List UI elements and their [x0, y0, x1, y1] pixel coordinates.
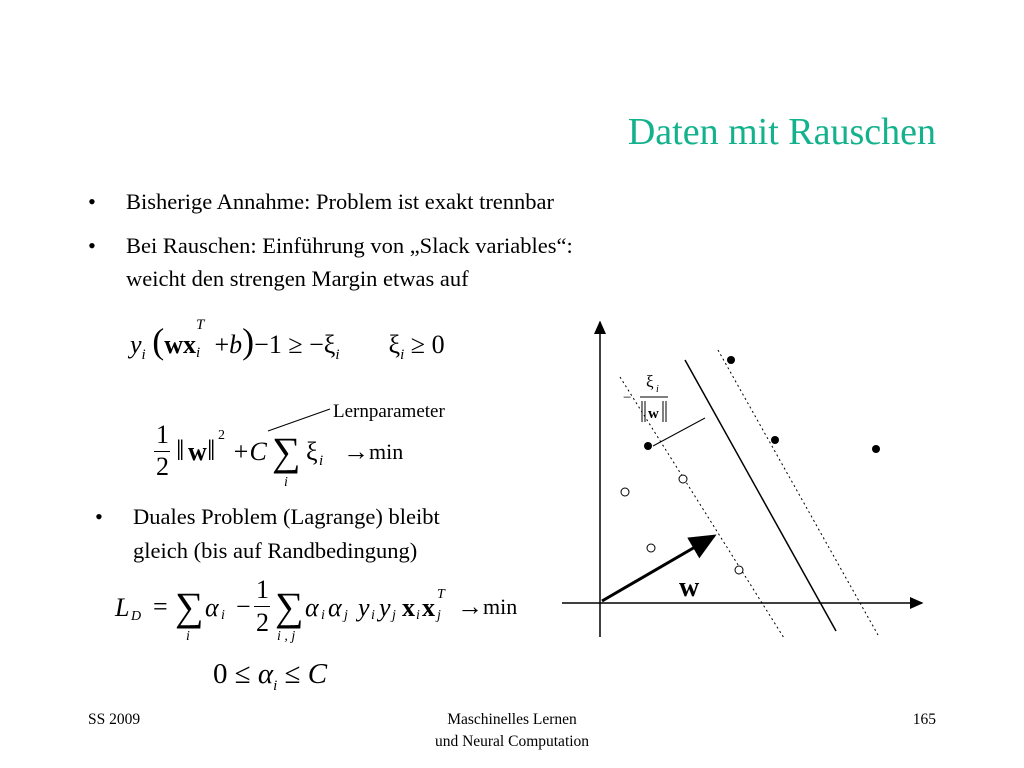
- eq1-w: w: [164, 330, 183, 359]
- point-filled: [727, 356, 735, 364]
- eq2-xi: ξ: [306, 437, 318, 466]
- bullet-2-symbol: •: [88, 233, 96, 258]
- bullet-1-symbol: •: [88, 189, 96, 214]
- eq2-one: 1: [156, 420, 169, 449]
- eq2-min: min: [369, 439, 404, 464]
- bullet-3-line-2: gleich (bis auf Randbedingung): [133, 538, 418, 563]
- eq3-min: min: [483, 594, 518, 619]
- eq1-x: x: [183, 330, 196, 359]
- eq3-alpha-1-i: i: [221, 608, 225, 623]
- point-hollow: [735, 566, 743, 574]
- separating-hyperplane: [685, 360, 836, 631]
- slack-line: [653, 418, 705, 446]
- slack-xi-sub: i: [656, 384, 659, 395]
- eq1-geq0: ≥ 0: [410, 330, 445, 359]
- eq2-arrow: →: [343, 437, 369, 466]
- slack-norm-w: w: [648, 406, 659, 422]
- eq3-sum-1-i: i: [186, 629, 190, 644]
- eq2-plusC: +C: [232, 437, 267, 466]
- eq3-sum-1: ∑: [175, 584, 204, 629]
- eq4-C: C: [307, 658, 328, 690]
- eq1-sup-T: T: [196, 317, 205, 333]
- footer-course-line-1: Maschinelles Lernen: [447, 711, 577, 728]
- eq1-xi: ξ: [388, 330, 401, 359]
- point-hollow: [621, 488, 629, 496]
- eq2-sq: 2: [218, 428, 225, 443]
- annotation-lernparameter: Lernparameter: [333, 401, 445, 422]
- slide-title: Daten mit Rauschen: [627, 111, 936, 153]
- eq1-sub-i-3: i: [335, 347, 340, 364]
- footer-semester: SS 2009: [88, 711, 141, 728]
- eq3-y-i: y: [358, 593, 370, 622]
- eq3-x-j-sup: T: [437, 587, 445, 602]
- eq3-sum-2: ∑: [275, 584, 304, 629]
- bullet-2-line-1: Bei Rauschen: Einführung von „Slack variables“:: [126, 233, 573, 258]
- point-filled: [644, 442, 652, 450]
- slack-minus: −: [623, 390, 632, 406]
- bullet-1-line-1: Bisherige Annahme: Problem ist exakt trennbar: [126, 189, 555, 214]
- eq3-arrow: →: [457, 592, 483, 621]
- eq2-sum-i: i: [284, 475, 288, 490]
- equation-constraint: $y_i$ (wx T i $+b)-1 \ge -\xi_i$ $\xi_i \ge 0$: [130, 317, 445, 364]
- eq3-L: L: [115, 593, 130, 622]
- eq3-alpha-j: α: [328, 593, 342, 622]
- eq1-rest: −1 ≥ −ξ: [254, 330, 336, 359]
- eq4-leq-2: ≤: [284, 658, 301, 690]
- eq1-y: y: [130, 330, 142, 359]
- slack-xi: ξ: [646, 372, 654, 391]
- point-hollow: [647, 544, 655, 552]
- eq3-alpha-i-sub: i: [321, 608, 325, 623]
- eq3-y-j: y: [379, 593, 391, 622]
- eq4-alpha: α: [257, 658, 274, 690]
- eq1-plus: +: [214, 330, 230, 359]
- footer-course-line-2: und Neural Computation: [434, 733, 590, 750]
- bullet-2-line-2: weicht den strengen Margin etwas auf: [126, 266, 469, 291]
- eq2-w: w: [188, 437, 207, 466]
- eq4-alpha-sub: i: [273, 677, 278, 694]
- footer-page-number: 165: [912, 711, 936, 728]
- eq3-D: D: [131, 609, 142, 624]
- eq2-xi-sub: i: [319, 453, 324, 469]
- equation-objective: 1 2 ‖ w ‖ 2 +C ∑ i ξ i → min: [156, 420, 404, 490]
- eq3-x-i-sub: i: [416, 608, 420, 623]
- point-filled: [771, 436, 779, 444]
- bullet-3-symbol: •: [95, 504, 103, 529]
- eq3-y-i-sub: i: [371, 608, 375, 623]
- eq3-x-j: x: [422, 593, 435, 622]
- w-label: w: [679, 572, 700, 603]
- eq3-one: 1: [256, 575, 269, 604]
- eq1-b: b: [229, 330, 243, 359]
- point-filled: [872, 445, 880, 453]
- eq1-sub-i-4: i: [400, 347, 405, 364]
- point-hollow: [679, 475, 687, 483]
- margin-line-right: [718, 350, 878, 635]
- eq3-alpha-j-sub: j: [344, 608, 348, 623]
- eq3-minus: −: [236, 592, 251, 621]
- bullet-3-line-1: Duales Problem (Lagrange) bleibt: [133, 504, 440, 529]
- eq3-two: 2: [256, 608, 269, 637]
- eq4-zero: 0: [213, 658, 228, 690]
- eq1-sub-i-2: i: [196, 345, 201, 361]
- eq3-alpha-i: α: [305, 593, 319, 622]
- eq3-x-i: x: [402, 593, 415, 622]
- eq2-sum: ∑: [272, 429, 301, 474]
- eq3-y-j-sub: j: [392, 608, 396, 623]
- eq3-eq: =: [153, 592, 168, 621]
- eq3-alpha-1: α: [205, 593, 219, 622]
- eq4-leq-1: ≤: [234, 658, 251, 690]
- eq1-sub-i: i: [141, 347, 146, 364]
- eq3-x-j-sub: j: [437, 608, 441, 623]
- eq2-two: 2: [156, 452, 169, 481]
- eq3-sum-2-ij: i , j: [277, 629, 296, 644]
